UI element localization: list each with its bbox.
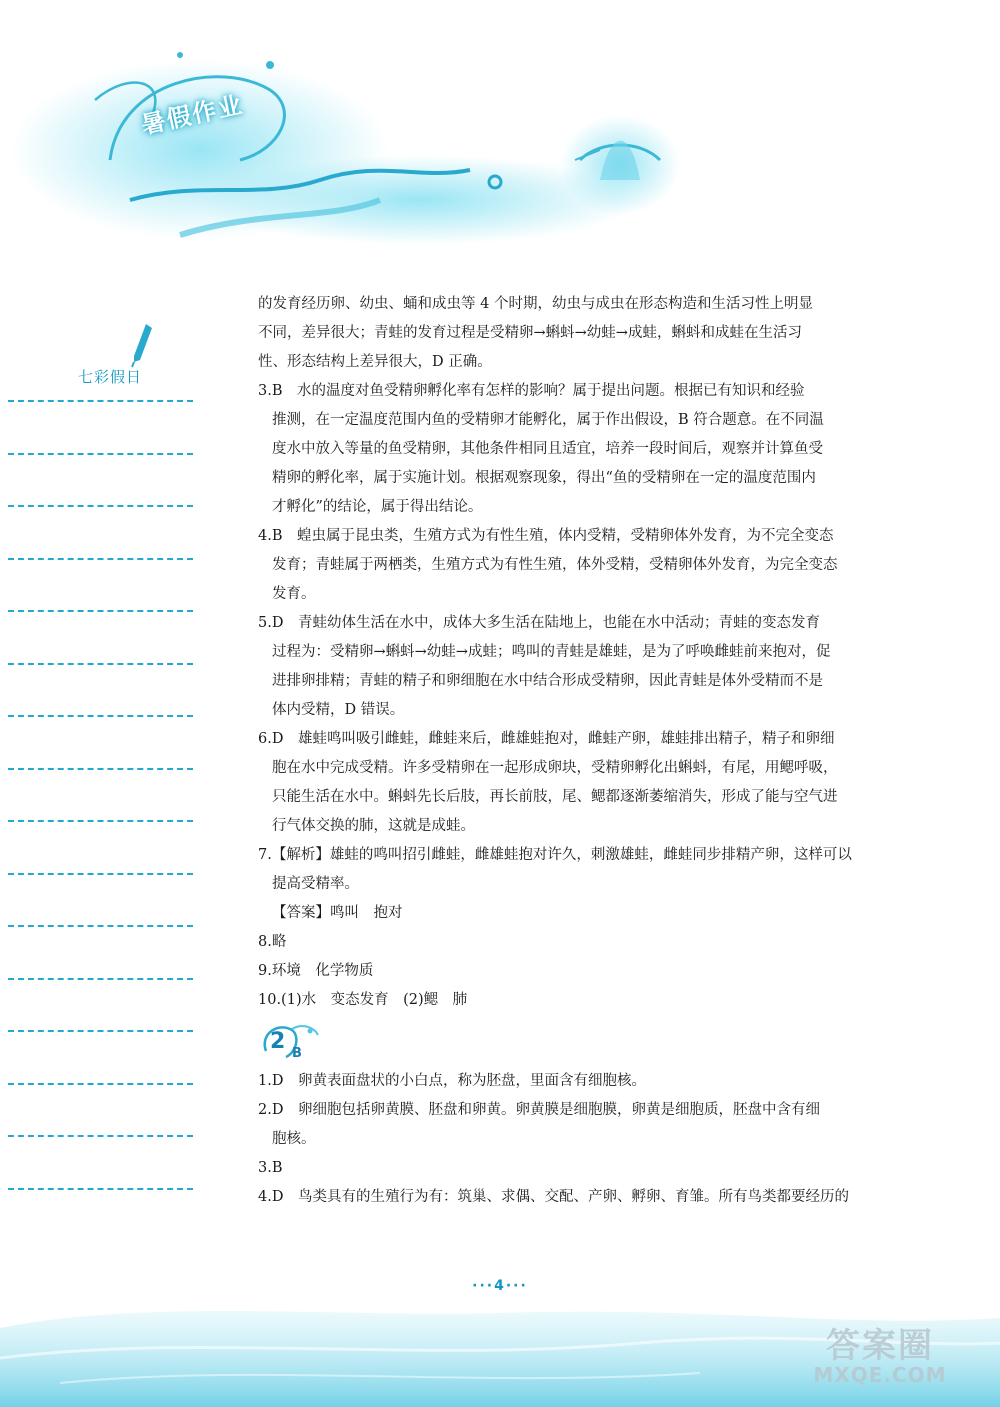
note-line [8,610,193,612]
answer-line: 只能生活在水中。蝌蚪先长后肢，再长前肢，尾、鳃都逐渐萎缩消失，形成了能与空气进 [272,789,838,805]
answer-line: 体内受精，D 错误。 [272,702,405,718]
answer-line: 胞核。 [272,1131,316,1147]
sidebar-label: 七彩假日 [78,368,143,386]
answer-line: 进排卵排精；青蛙的精子和卵细胞在水中结合形成受精卵，因此青蛙是体外受精而不是 [272,673,823,689]
answer-line: 不同，差异很大；青蛙的发育过程是受精卵→蝌蚪→幼蛙→成蛙，蝌蚪和成蛙在生活习 [258,325,802,341]
note-line [8,1188,193,1190]
note-line [8,715,193,717]
note-line [8,1083,193,1085]
answer-line: 过程为：受精卵→蝌蚪→幼蛙→成蛙；鸣叫的青蛙是雄蛙，是为了呼唤雌蛙前来抱对，促 [272,644,831,660]
answer-line: 10.(1)水 变态发育 (2)鳃 肺 [258,992,468,1008]
section-badge [258,1021,886,1065]
answer-line: 2.D 卵细胞包括卵黄膜、胚盘和卵黄。卵黄膜是细胞膜，卵黄是细胞质，胚盘中含有细 [258,1102,820,1118]
answer-line: 1.D 卵黄表面盘状的小白点，称为胚盘，里面含有细胞核。 [258,1073,646,1089]
section-badge-letter: B [292,1046,302,1061]
answer-line: 3.B 水的温度对鱼受精卵孵化率有怎样的影响？属于提出问题。根据已有知识和经验 [258,383,805,399]
note-line [8,453,193,455]
answer-line: 9.环境 化学物质 [258,963,374,979]
answer-line: 7.【解析】雄蛙的鸣叫招引雌蛙，雌雄蛙抱对许久，刺激雄蛙，雌蛙同步排精产卵，这样可以 [258,847,852,863]
answer-line: 度水中放入等量的鱼受精卵，其他条件相同且适宜，培养一段时间后，观察并计算鱼受 [272,441,823,457]
watermark-cn: 答案圈 [826,1326,934,1366]
section-badge-number: 2 [270,1029,286,1054]
answer-line: 3.B [258,1160,283,1176]
note-line [8,1135,193,1137]
answer-line: 6.D 雄蛙鸣叫吸引雌蛙，雌蛙来后，雌雄蛙抱对，雌蛙产卵，雄蛙排出精子，精子和卵细 [258,731,835,747]
answer-section-1 [258,290,886,1015]
watermark-en: MXQE.COM [813,1363,947,1387]
answer-line: 性、形态结构上差异很大，D 正确。 [258,354,492,370]
answer-content [258,290,886,1212]
answer-line: 推测，在一定温度范围内鱼的受精卵才能孵化，属于作出假设，B 符合题意。在不同温 [272,412,824,428]
answer-line: 4.B 蝗虫属于昆虫类，生殖方式为有性生殖，体内受精，受精卵体外发育，为不完全变态 [258,528,834,544]
note-lines [8,400,193,1240]
answer-line: 8.略 [258,934,287,950]
answer-line: 行气体交换的肺，这就是成蛙。 [272,818,475,834]
note-line [8,925,193,927]
header-title: 暑假作业 [138,90,247,140]
note-line [8,768,193,770]
answer-line: 提高受精率。 [272,876,359,892]
note-line [8,820,193,822]
watermark [780,1318,980,1387]
answer-line: 发育。 [272,586,316,602]
note-line [8,873,193,875]
answer-line: 【答案】鸣叫 抱对 [272,905,403,921]
note-line [8,1030,193,1032]
note-line [8,978,193,980]
note-line [8,663,193,665]
page-number: ···4··· [472,1278,528,1294]
answer-line: 胞在水中完成受精。许多受精卵在一起形成卵块，受精卵孵化出蝌蚪，有尾，用鳃呼吸， [272,760,838,776]
answer-line: 才孵化”的结论，属于得出结论。 [272,499,483,515]
note-line [8,400,193,402]
answer-line: 精卵的孵化率，属于实施计划。根据观察现象，得出“鱼的受精卵在一定的温度范围内 [272,470,816,486]
pen-icon [130,322,154,368]
answer-line: 发育；青蛙属于两栖类，生殖方式为有性生殖，体外受精，受精卵体外发育，为完全变态 [272,557,838,573]
answer-line: 4.D 鸟类具有的生殖行为有：筑巢、求偶、交配、产卵、孵卵、育雏。所有鸟类都要经历的 [258,1189,849,1205]
answer-line: 5.D 青蛙幼体生活在水中，成体大多生活在陆地上，也能在水中活动；青蛙的变态发育 [258,615,820,631]
note-line [8,558,193,560]
note-line [8,505,193,507]
answer-line: 的发育经历卵、幼虫、蛹和成虫等 4 个时期，幼虫与成虫在形态构造和生活习性上明显 [258,296,813,312]
answer-section-2 [258,1067,886,1212]
